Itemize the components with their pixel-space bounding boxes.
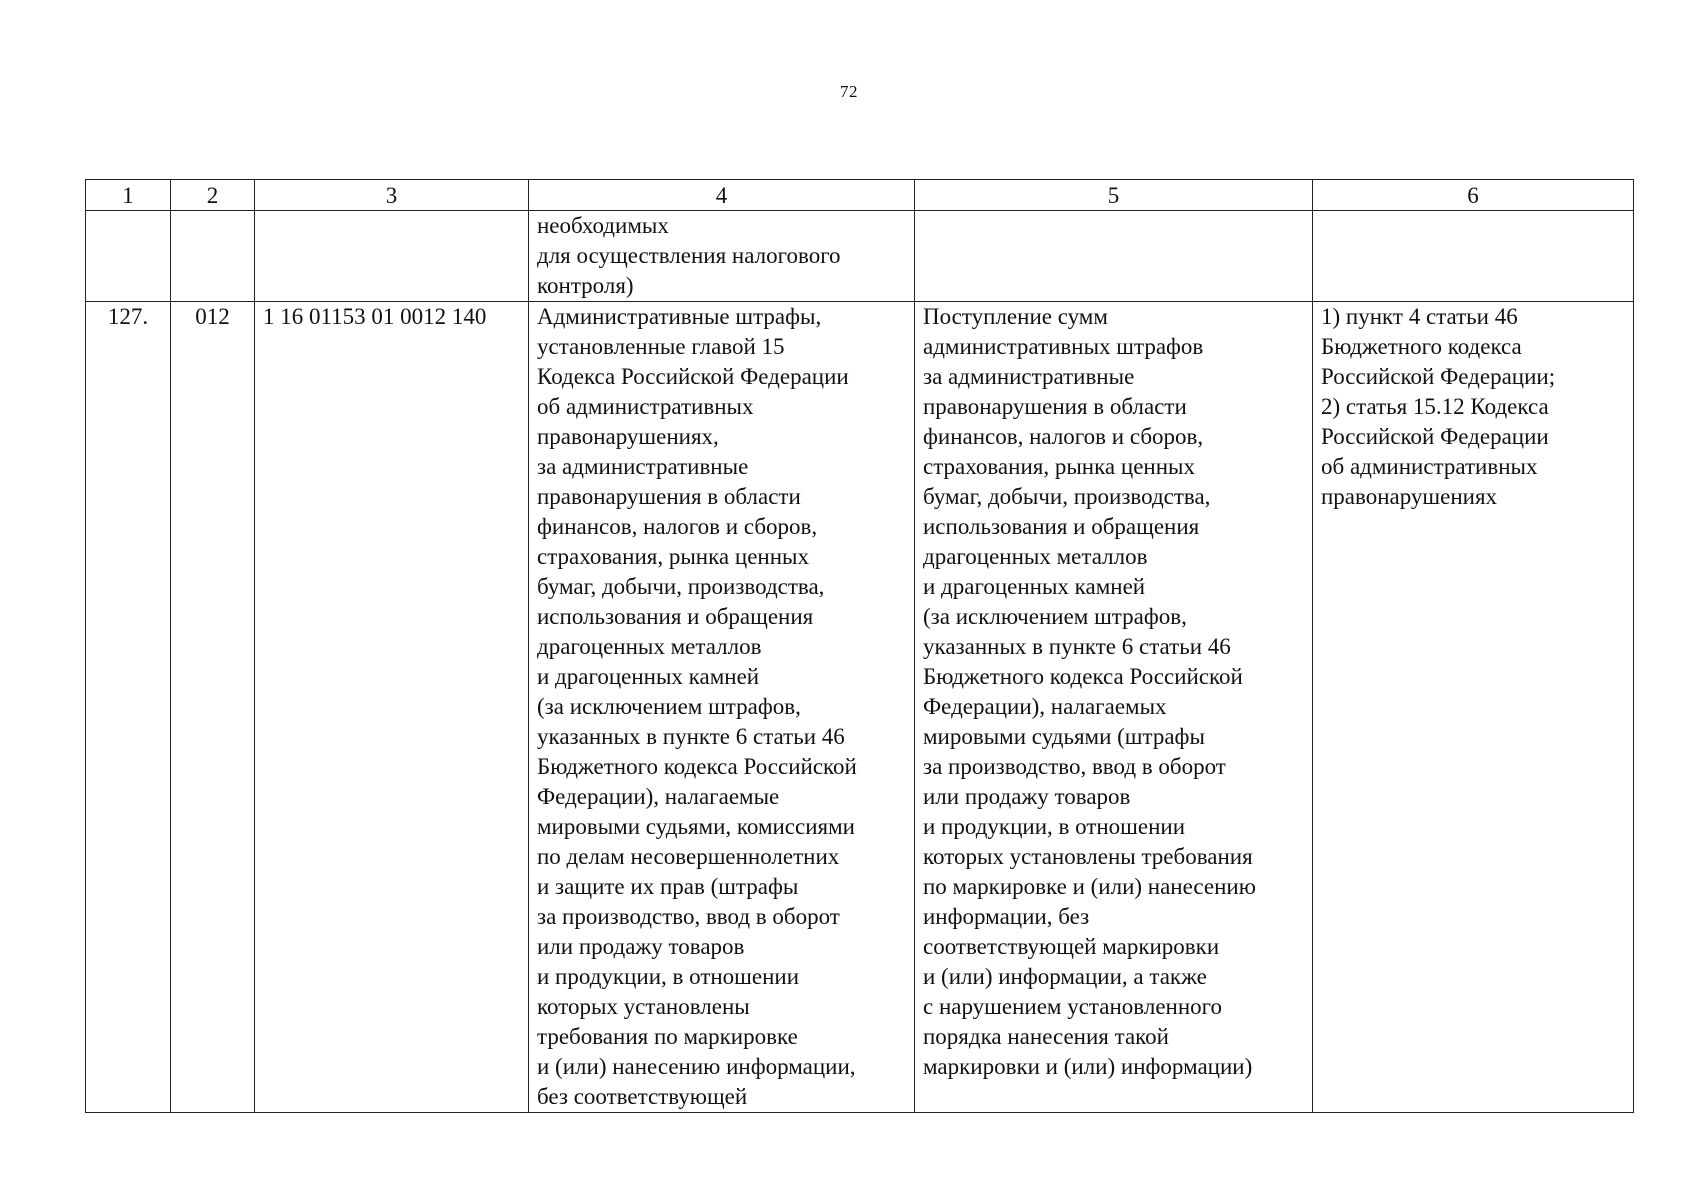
cell-admin-code	[171, 211, 255, 302]
cell-legal-basis: 1) пункт 4 статьи 46 Бюджетного кодекса Российской Федерации; 2) статья 15.12 Кодекса Российской Федерации об административных правонарушениях	[1313, 302, 1634, 1113]
table-row-127	[86, 302, 1634, 1113]
cell-admin-code: 012	[171, 302, 255, 1113]
table-header-row	[86, 180, 1634, 211]
column-header-3: 3	[255, 180, 529, 211]
table-row-continuation	[86, 211, 1634, 302]
cell-budget-code	[255, 211, 529, 302]
cell-budget-code: 1 16 01153 01 0012 140	[255, 302, 529, 1113]
column-header-1: 1	[86, 180, 171, 211]
cell-description: Административные штрафы, установленные главой 15 Кодекса Российской Федерации об административных правонарушениях, за административные правонарушения в области финансов, налогов и сборов, страхования, рынка ценных бумаг, добычи, производства, использования и обращения драгоценных металлов и драгоценных камней (за исключением штрафов, указанных в пункте 6 статьи 46 Бюджетного кодекса Российской Федерации), налагаемые мировыми судьями, комиссиями по делам несовершеннолетних и защите их прав (штрафы за производство, ввод в оборот или продажу товаров и продукции, в отношении которых установлены требования по маркировке и (или) нанесению информации, без соответствующей	[529, 302, 915, 1113]
column-header-6: 6	[1313, 180, 1634, 211]
page-number: 72	[840, 82, 858, 101]
column-header-4: 4	[529, 180, 915, 211]
cell-revenue-type: Поступление сумм административных штрафов за административные правонарушения в области финансов, налогов и сборов, страхования, рынка ценных бумаг, добычи, производства, использования и обращения драгоценных металлов и драгоценных камней (за исключением штрафов, указанных в пункте 6 статьи 46 Бюджетного кодекса Российской Федерации), налагаемых мировыми судьями (штрафы за производство, ввод в оборот или продажу товаров и продукции, в отношении которых установлены требования по маркировке и (или) нанесению информации, без соответствующей маркировки и (или) информации, а также с нарушением установленного порядка нанесения такой маркировки и (или) информации)	[915, 302, 1313, 1113]
document-table	[85, 179, 1634, 1113]
column-header-2: 2	[171, 180, 255, 211]
cell-revenue-type	[915, 211, 1313, 302]
cell-description: необходимых для осуществления налогового контроля)	[529, 211, 915, 302]
cell-legal-basis	[1313, 211, 1634, 302]
cell-row-number	[86, 211, 171, 302]
cell-row-number: 127.	[86, 302, 171, 1113]
column-header-5: 5	[915, 180, 1313, 211]
